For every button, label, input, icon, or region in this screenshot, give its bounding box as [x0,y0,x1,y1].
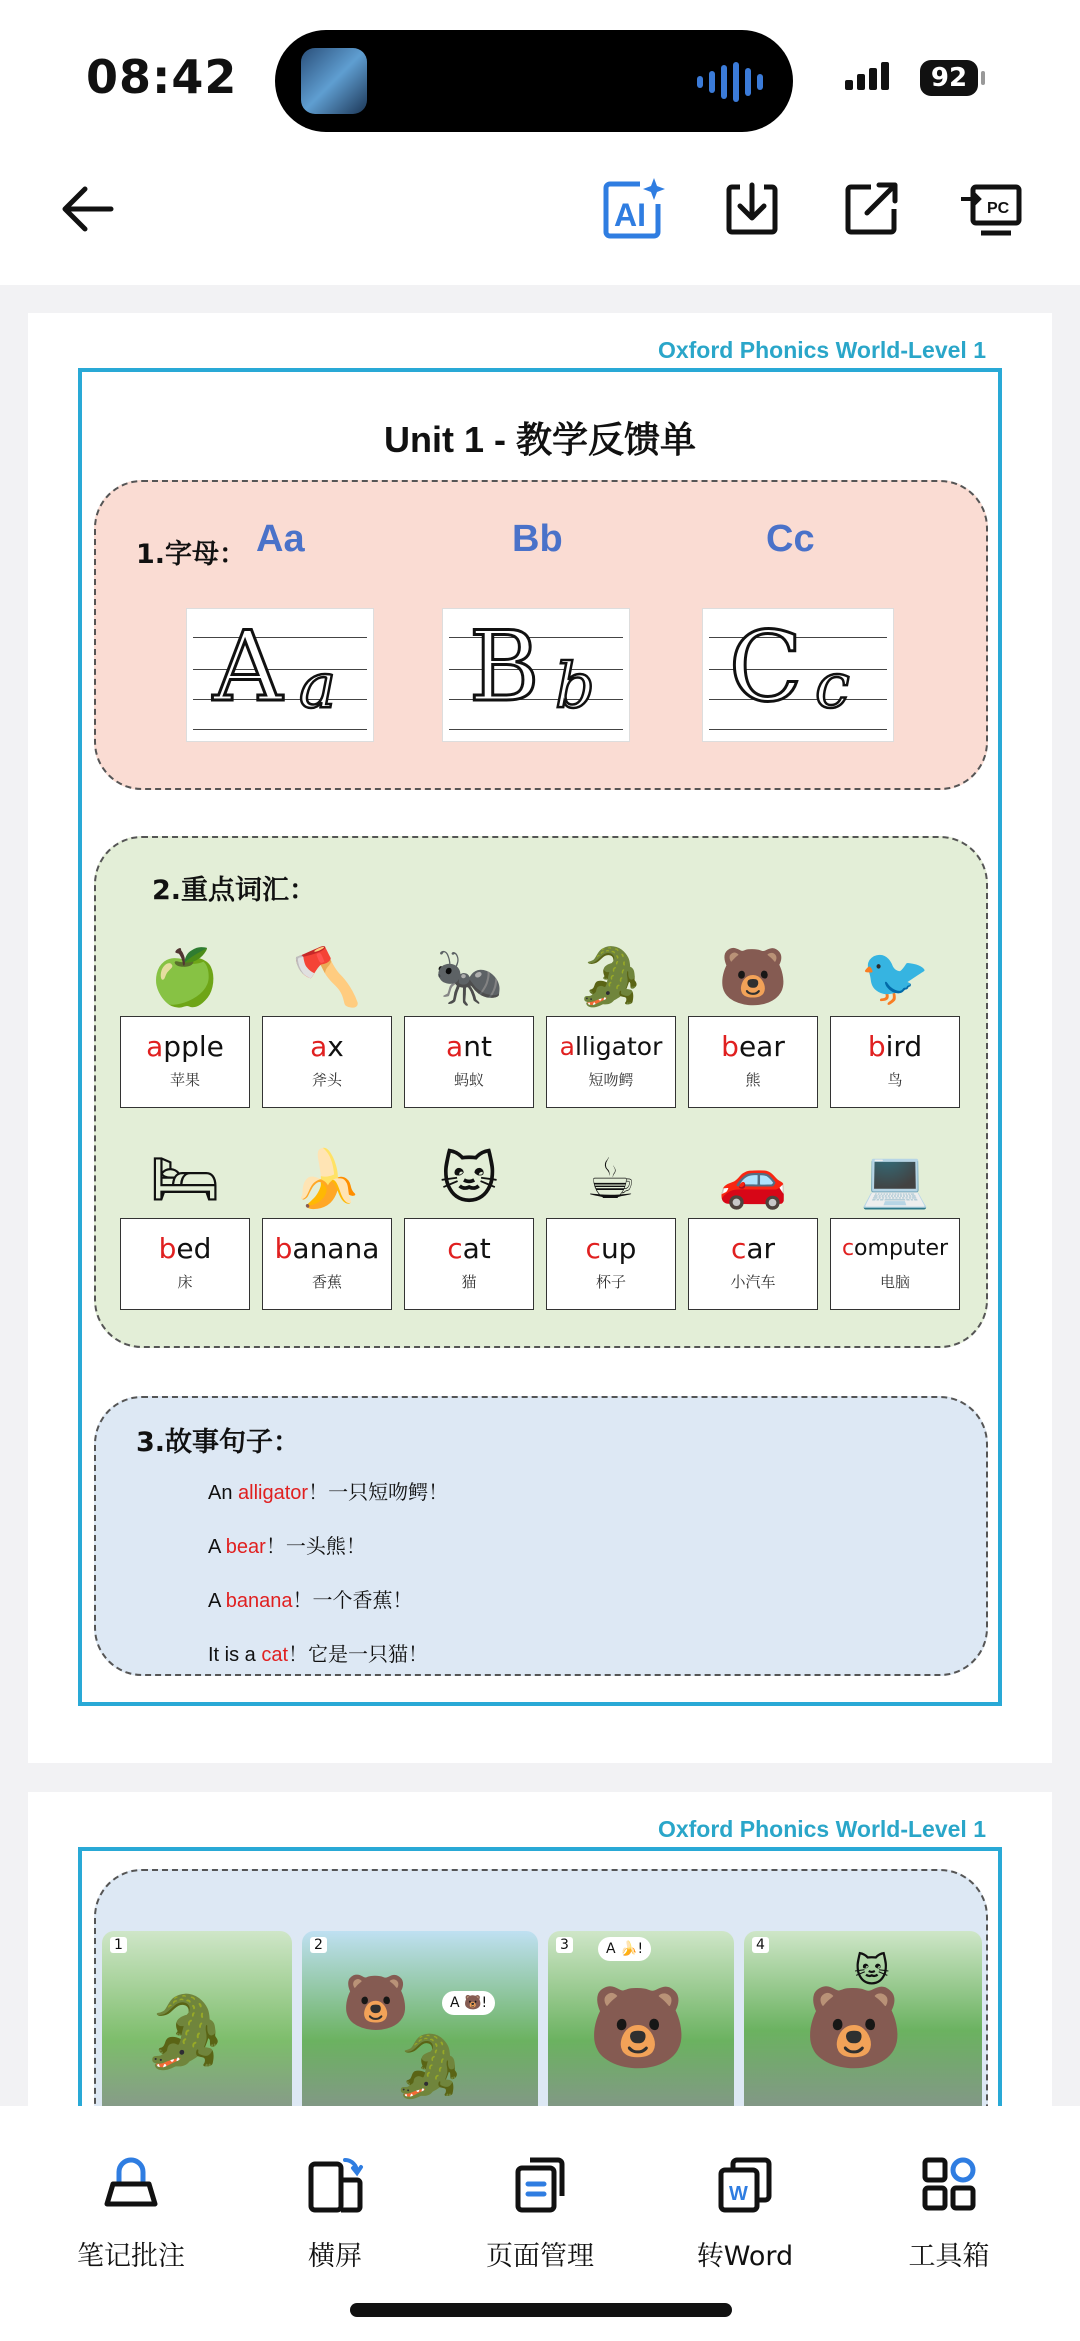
battery-indicator: 92 [920,60,978,96]
bear-illustration: 🐻 [342,1971,410,2034]
vocab-card: 🍏 apple 苹果 [120,938,250,1108]
vocab-card: 🛏 bed 床 [120,1140,250,1310]
ant-icon: 🐜 [434,945,504,1010]
story-sentence: An alligator！一只短吻鳄！ [208,1482,449,1504]
letter-pair: Cc [766,518,815,560]
rotate-landscape-icon [250,2148,420,2220]
vocab-card: 💻 computer 电脑 [830,1140,960,1310]
comic-panel: 4 🐻 🐱 [744,1931,982,2112]
annotate-icon [46,2148,216,2220]
story-comic-section [94,1869,988,2112]
ai-sparkle-icon[interactable] [598,174,668,244]
dynamic-island[interactable] [275,30,793,132]
story-sentence: It is a cat！它是一只猫！ [208,1644,429,1666]
cat-icon: 🐱 [439,1147,499,1212]
letter-pair: Bb [512,518,563,560]
vocab-card: 🐊 alligator 短吻鳄 [546,938,676,1108]
status-time: 08:42 [86,50,238,104]
speech-bubble: A 🍌! [598,1937,651,1961]
letters-section-title: 1.字母： [136,539,247,570]
banana-icon: 🍌 [292,1147,362,1212]
handwriting-card [702,608,894,742]
handwriting-upper: C [729,611,803,723]
vocabulary-section [94,836,988,1348]
bird-icon: 🐦 [860,945,930,1010]
vocabulary-section-title: 2.重点词汇： [152,875,317,906]
handwriting-upper: A [213,611,283,723]
page-manage-icon [455,2148,625,2220]
letter-pair: Aa [256,518,305,560]
document-page-2[interactable] [28,1792,1052,2112]
story-sentence: A bear！一头熊！ [208,1536,366,1558]
bed-icon: 🛏 [149,1147,221,1212]
vocab-card: 🍌 banana 香蕉 [262,1140,392,1310]
toolbox-button[interactable]: 工具箱 [864,2148,1034,2273]
apple-icon: 🍏 [150,945,220,1010]
comic-panel: 3 A 🍌! 🐻 [548,1931,734,2112]
vocab-card: 🐜 ant 蚂蚁 [404,938,534,1108]
back-arrow-icon[interactable] [52,174,122,244]
page-header: Oxford Phonics World-Level 1 [657,1816,986,1842]
car-icon: 🚗 [718,1147,788,1212]
computer-icon: 💻 [860,1147,930,1212]
story-section-title: 3.故事句子： [136,1427,301,1458]
document-page-1[interactable] [28,313,1052,1763]
svg-text:W: W [729,2183,748,2205]
worksheet-frame [78,1847,1002,2112]
share-icon[interactable] [836,174,906,244]
vocab-card: 🐱 cat 猫 [404,1140,534,1310]
story-sentence: A banana！一个香蕉！ [208,1590,413,1612]
story-sentences-section [94,1396,988,1676]
handwriting-lower: a [299,649,336,722]
alligator-illustration: 🐊 [142,1991,230,2073]
home-indicator[interactable] [350,2303,732,2317]
vocab-card: ☕ cup 杯子 [546,1140,676,1310]
comic-panel: 1 🐊 [102,1931,292,2112]
svg-text:AI: AI [614,197,646,233]
page-header: Oxford Phonics World-Level 1 [657,337,986,363]
vocab-card: 🪓 ax 斧头 [262,938,392,1108]
download-icon[interactable] [717,174,787,244]
alligator-icon: 🐊 [576,945,646,1010]
top-toolbar [0,150,1080,285]
axe-icon: 🪓 [292,945,362,1010]
bear-illustration: 🐻 [588,1981,688,2074]
letters-section [94,480,988,790]
audio-wave-icon [697,62,763,102]
handwriting-lower: c [815,649,850,722]
annotate-button[interactable]: 笔记批注 [46,2148,216,2273]
handwriting-card [186,608,374,742]
page-manage-button[interactable]: 页面管理 [455,2148,625,2273]
worksheet-title: Unit 1 - 教学反馈单 [384,419,696,460]
pc-display-icon[interactable] [956,174,1026,244]
convert-word-button[interactable]: W 转Word [660,2148,830,2273]
signal-icon [845,62,889,90]
cat-illustration: 🐱 [854,1951,890,1991]
vocab-card: 🐦 bird 鸟 [830,938,960,1108]
word-convert-icon [660,2148,830,2220]
bear-illustration: 🐻 [804,1981,904,2074]
cup-icon: ☕ [585,1147,637,1212]
landscape-button[interactable]: 横屏 [250,2148,420,2273]
handwriting-card [442,608,630,742]
svg-text:PC: PC [987,200,1010,217]
vocab-card: 🚗 car 小汽车 [688,1140,818,1310]
vocab-card: 🐻 bear 熊 [688,938,818,1108]
alligator-illustration: 🐊 [392,2032,467,2102]
speech-bubble: A 🐻! [442,1991,495,2015]
now-playing-thumbnail [301,48,367,114]
battery-tip [981,71,985,85]
comic-panel: 2 🐻 A 🐻! 🐊 [302,1931,538,2112]
handwriting-upper: B [469,611,540,723]
toolbox-icon [864,2148,1034,2220]
bear-icon: 🐻 [718,945,788,1010]
status-bar [0,0,1080,150]
handwriting-lower: b [555,649,595,722]
worksheet-frame [78,368,1002,1706]
